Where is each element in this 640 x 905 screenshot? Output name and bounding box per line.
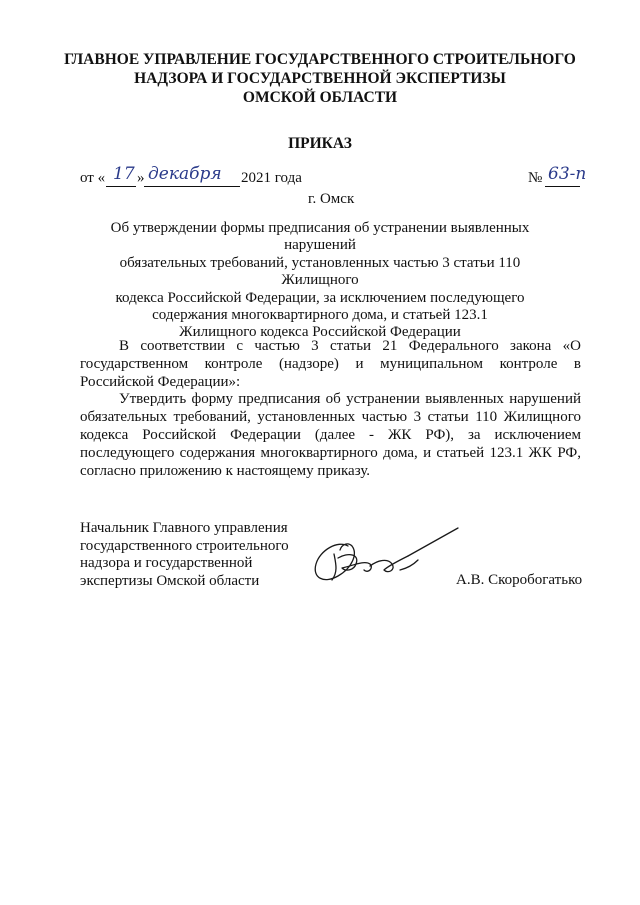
position-line: экспертизы Омской области [80,572,260,589]
handwritten-signature [308,520,478,600]
date-prefix: от « [80,170,106,186]
subject-line: содержания многоквартирного дома, и статьей 123.1 [152,307,488,324]
position-line: государственного строительного [80,537,289,554]
document-type-title: ПРИКАЗ [288,135,352,152]
document-number-handwritten: 63-п [548,164,587,184]
subject-line: кодекса Российской Федерации, за исключением последующего [115,289,525,306]
signatory-position [80,520,289,590]
position-line: Начальник Главного управления [80,520,288,536]
date-year: 2021 года [241,170,302,186]
number-prefix: № [528,170,543,186]
body-paragraph: Утвердить форму предписания об устранении выявленных нарушений обязательных требований, установленных частью 3 статьи 110 Жилищного кодекса Российской Федерации (далее - ЖК РФ), за исключением последующего содержания многоквартирного дома, и статьей 123.1 ЖК РФ, согласно приложению к настоящему приказу. [80,391,581,479]
body-paragraph: В соответствии с частью 3 статьи 21 Федерального закона «О государственном контроле (надзоре) и муниципальном контроле в Российской Федерации»: [80,338,581,390]
date-month-handwritten: декабря [148,164,222,184]
subject-line: обязательных требований, установленных частью 3 статьи 110 Жилищного [119,254,521,289]
date-day-handwritten: 17 [113,164,135,184]
month-underline [144,186,240,187]
header-line: ГЛАВНОЕ УПРАВЛЕНИЕ ГОСУДАРСТВЕННОГО СТРОИТЕЛЬНОГО [64,51,576,68]
date-number-line [80,164,587,188]
header-line: НАДЗОРА И ГОСУДАРСТВЕННОЙ ЭКСПЕРТИЗЫ [134,70,506,87]
city-name: г. Омск [308,191,355,207]
subject-line: Об утверждении формы предписания об устранении выявленных нарушений [110,220,530,254]
order-subject [80,220,560,342]
header-line: ОМСКОЙ ОБЛАСТИ [242,89,398,106]
signer-name: А.В. Скоробогатько [456,572,583,588]
issuing-authority-header [60,50,580,107]
subject-line: Жилищного кодекса Российской Федерации [179,324,461,341]
number-underline [545,186,580,187]
order-body [80,338,581,480]
position-line: надзора и государственной [80,555,253,572]
day-underline [106,186,136,187]
date-mid: » [137,170,145,186]
